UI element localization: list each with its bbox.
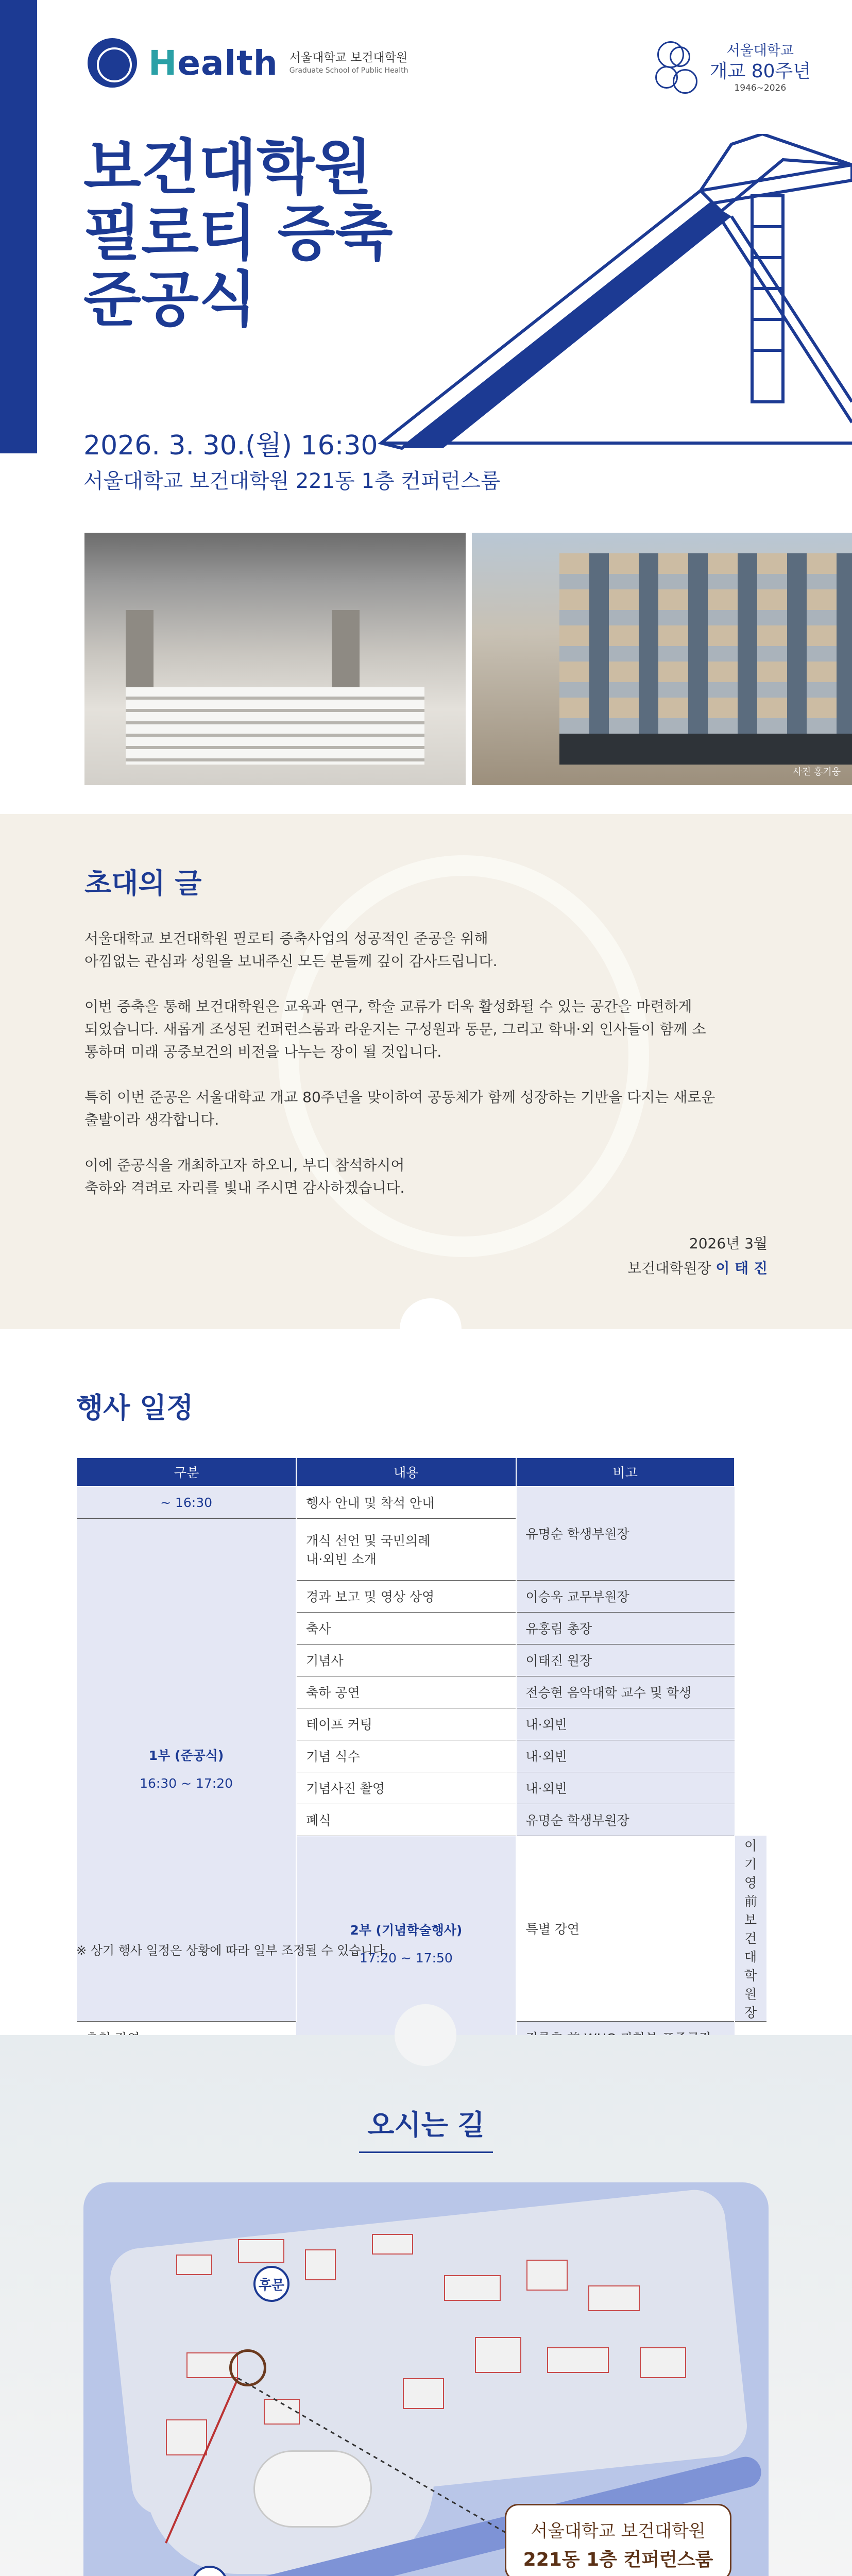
invitation-paragraph-4: 이에 준공식을 개최하고자 하오니, 부디 참석하시어 축하와 격려로 자리를 빛내 주시면 감사하겠습니다. (84, 1157, 405, 1196)
divider-circle (400, 1298, 462, 1360)
anniv-school: 서울대학교 (726, 43, 794, 59)
anniversary-emblem (652, 37, 811, 99)
table-row: 기념 식수 내·외빈 (77, 1740, 766, 1772)
conference-room-photo (84, 533, 466, 785)
table-row: 2부 (기념학술행사) 17:20 ~ 17:50 특별 강연 이기영 前 보건대학원장 (77, 1836, 766, 2022)
invitation-title: 초대의 글 (84, 867, 202, 900)
table-row: 기념사 이태진 원장 (77, 1644, 766, 1676)
table-header: 구분 내용 비고 (77, 1458, 766, 1486)
page-title: 보건대학원 필로티 증축 준공식 (83, 133, 393, 334)
schedule-title: 행사 일정 (76, 1392, 194, 1424)
table-row: 축사 유홍림 총장 (77, 1612, 766, 1644)
table-row: 경과 보고 및 영상 상영 이승욱 교무부원장 (77, 1580, 766, 1612)
invitation-paragraph-3: 특히 이번 준공은 서울대학교 개교 80주년을 맞이하여 공동체가 함께 성장하는 기반을 다지는 새로운 출발이라 생각합니다. (84, 1089, 715, 1128)
building-exterior-photo (472, 533, 852, 785)
schedule-footnote: ※ 상기 행사 일정은 상황에 따라 일부 조정될 수 있습니다. (76, 1943, 389, 1958)
table-row: 테이프 커팅 내·외빈 (77, 1708, 766, 1740)
invitation-signer: 보건대학원장 이 태 진 (627, 1260, 768, 1277)
school-logo[interactable] (88, 38, 408, 88)
directions-title: 오시는 길 (367, 2109, 485, 2141)
anniversary-circles-icon (652, 37, 702, 99)
invitation-date: 2026년 3월 (689, 1235, 768, 1252)
photo-credit: 사진 홍기웅 (793, 767, 841, 777)
health-wordmark: Health (148, 43, 278, 83)
destination-callout: 서울대학교 보건대학원 221동 1층 컨퍼런스룸 (505, 2504, 731, 2576)
event-datetime: 2026. 3. 30.(월) 16:30 (83, 430, 378, 461)
table-row: 기념사진 촬영 내·외빈 (77, 1772, 766, 1804)
directions-underline (359, 2151, 493, 2153)
school-name: 서울대학교 보건대학원 Graduate School of Public Health (289, 50, 408, 75)
table-row: ~ 16:30 행사 안내 및 착석 안내 유명순 학생부원장 (77, 1486, 766, 1518)
invitation-paragraph-1: 서울대학교 보건대학원 필로티 증축사업의 성공적인 준공을 위해 아낌없는 관심과 성원을 보내주신 모든 분들께 깊이 감사드립니다. (84, 930, 498, 970)
left-accent-bar (0, 0, 37, 453)
snu-seal-icon (88, 38, 137, 88)
table-row: 1부 (준공식) 16:30 ~ 17:20 개식 선언 및 국민의례 내·외빈 소개 (77, 1518, 766, 1580)
table-row: 폐식 유명순 학생부원장 (77, 1804, 766, 1836)
schedule-table (76, 1457, 766, 2086)
anniv-80: 개교 80주년 (709, 60, 811, 82)
table-row: 축하 공연 전승현 음악대학 교수 및 학생 (77, 1676, 766, 1708)
location-pin-icon[interactable] (229, 2349, 266, 2386)
event-venue: 서울대학교 보건대학원 221동 1층 컨퍼런스룸 (83, 469, 501, 493)
divider-circle-2 (395, 2004, 456, 2066)
building-line-art (371, 134, 852, 459)
invitation-paragraph-2: 이번 증축을 통해 보건대학원은 교육과 연구, 학술 교류가 더욱 활성화될 수 있는 공간을 마련하게 되었습니다. 새롭게 조성된 컨퍼런스룸과 라운지는 구성원과 동문, 그리고 학내·외 인사들이 함께 소 통하며 미래 공중보건의 비전을 나누는 장이 될 것입니다. (84, 998, 706, 1060)
anniv-years: 1946~2026 (734, 82, 787, 93)
back-gate-marker[interactable]: 후문 (253, 2266, 289, 2302)
